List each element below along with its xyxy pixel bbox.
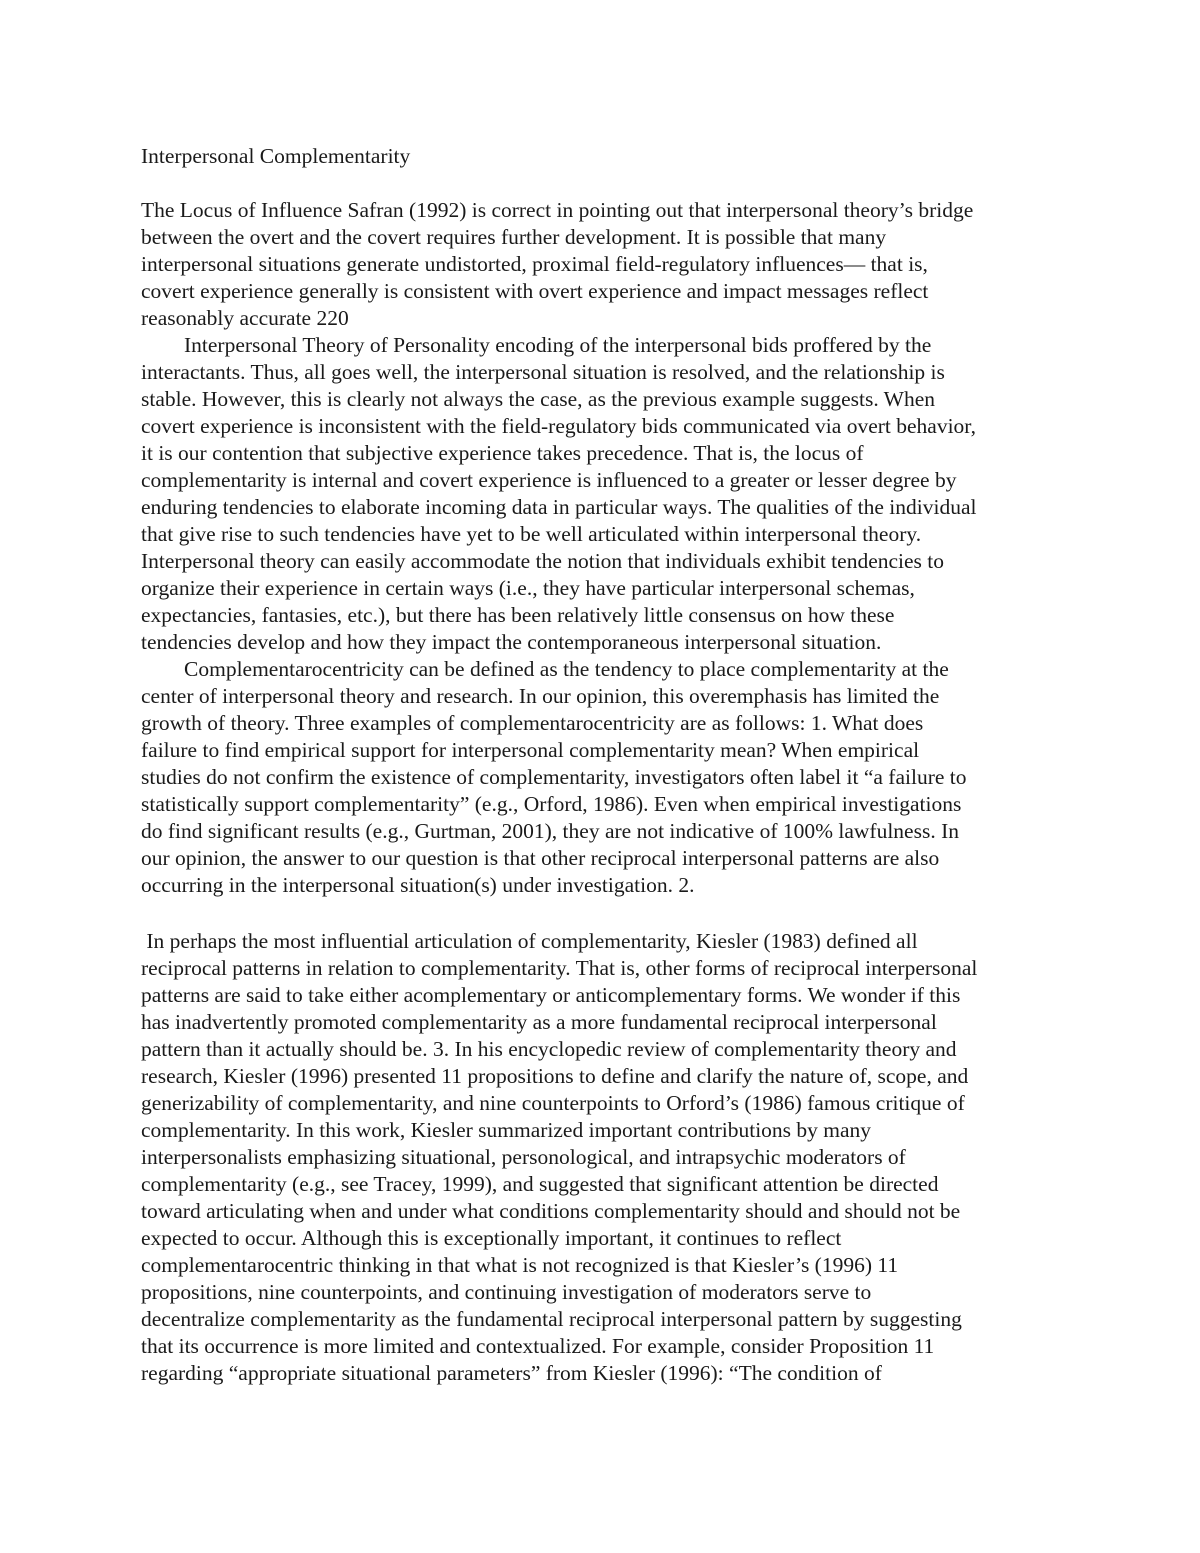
text-line: reciprocal patterns in relation to complementarity. That is, other forms of reciprocal interpersonal — [141, 956, 978, 980]
text-line: complementarity is internal and covert experience is influenced to a greater or lesser degree by — [141, 468, 957, 492]
text-line: Interpersonal Theory of Personality encoding of the interpersonal bids proffered by the — [141, 333, 932, 357]
text-line: that give rise to such tendencies have yet to be well articulated within interpersonal theory. — [141, 522, 922, 546]
text-line: occurring in the interpersonal situation(s) under investigation. 2. — [141, 873, 695, 897]
text-line: toward articulating when and under what conditions complementarity should and should not be — [141, 1199, 961, 1223]
text-line: statistically support complementarity” (e.g., Orford, 1986). Even when empirical investigations — [141, 792, 962, 816]
text-line: between the overt and the covert requires further development. It is possible that many — [141, 225, 887, 249]
text-line: Complementarocentricity can be defined as the tendency to place complementarity at the — [141, 657, 949, 681]
text-line: complementarity. In this work, Kiesler summarized important contributions by many — [141, 1118, 872, 1142]
text-line: organize their experience in certain ways (i.e., they have particular interpersonal schemas, — [141, 576, 915, 600]
text-line: that its occurrence is more limited and contextualized. For example, consider Proposition 11 — [141, 1334, 935, 1358]
text-line: has inadvertently promoted complementarity as a more fundamental reciprocal interpersonal — [141, 1010, 937, 1034]
text-line: Interpersonal theory can easily accommodate the notion that individuals exhibit tendencies to — [141, 549, 945, 573]
text-line: In perhaps the most influential articulation of complementarity, Kiesler (1983) defined all — [141, 929, 918, 953]
text-line: expectancies, fantasies, etc.), but there has been relatively little consensus on how these — [141, 603, 895, 627]
text-line: covert experience is inconsistent with the field-regulatory bids communicated via overt behavior, — [141, 414, 976, 438]
text-line: center of interpersonal theory and research. In our opinion, this overemphasis has limited the — [141, 684, 940, 708]
text-line: propositions, nine counterpoints, and continuing investigation of moderators serve to — [141, 1280, 872, 1304]
text-line: failure to find empirical support for interpersonal complementarity mean? When empirical — [141, 738, 920, 762]
text-line: complementarity (e.g., see Tracey, 1999), and suggested that significant attention be directed — [141, 1172, 939, 1196]
text-line: enduring tendencies to elaborate incoming data in particular ways. The qualities of the individual — [141, 495, 977, 519]
text-line: stable. However, this is clearly not always the case, as the previous example suggests. When — [141, 387, 936, 411]
text-line: patterns are said to take either acomplementary or anticomplementary forms. We wonder if this — [141, 983, 961, 1007]
text-line: interactants. Thus, all goes well, the interpersonal situation is resolved, and the relationship is — [141, 360, 945, 384]
text-line: studies do not confirm the existence of complementarity, investigators often label it “a failure to — [141, 765, 967, 789]
text-line: reasonably accurate 220 — [141, 306, 349, 330]
text-line: do find significant results (e.g., Gurtman, 2001), they are not indicative of 100% lawfulness. In — [141, 819, 959, 843]
text-line: covert experience generally is consistent with overt experience and impact messages reflect — [141, 279, 929, 303]
text-line: expected to occur. Although this is exceptionally important, it continues to reflect — [141, 1226, 842, 1250]
text-line: regarding “appropriate situational parameters” from Kiesler (1996): “The condition of — [141, 1361, 882, 1385]
text-line: generizability of complementarity, and nine counterpoints to Orford’s (1986) famous critique of — [141, 1091, 965, 1115]
text-line: The Locus of Influence Safran (1992) is correct in pointing out that interpersonal theory’s bridge — [141, 198, 974, 222]
body-text-block-2 — [141, 928, 1071, 1387]
text-line: research, Kiesler (1996) presented 11 propositions to define and clarify the nature of, scope, and — [141, 1064, 969, 1088]
document-title: Interpersonal Complementarity — [141, 144, 411, 168]
text-line: decentralize complementarity as the fundamental reciprocal interpersonal pattern by suggesting — [141, 1307, 962, 1331]
text-line: our opinion, the answer to our question is that other reciprocal interpersonal patterns are also — [141, 846, 940, 870]
text-line: interpersonal situations generate undistorted, proximal field-regulatory influences— that is, — [141, 252, 928, 276]
body-text-block-1 — [141, 197, 1071, 899]
text-line: it is our contention that subjective experience takes precedence. That is, the locus of — [141, 441, 864, 465]
text-line: pattern than it actually should be. 3. In his encyclopedic review of complementarity theory and — [141, 1037, 957, 1061]
text-line: interpersonalists emphasizing situational, personological, and intrapsychic moderators of — [141, 1145, 906, 1169]
text-line: complementarocentric thinking in that what is not recognized is that Kiesler’s (1996) 11 — [141, 1253, 899, 1277]
text-line: growth of theory. Three examples of complementarocentricity are as follows: 1. What does — [141, 711, 924, 735]
text-line: tendencies develop and how they impact the contemporaneous interpersonal situation. — [141, 630, 882, 654]
